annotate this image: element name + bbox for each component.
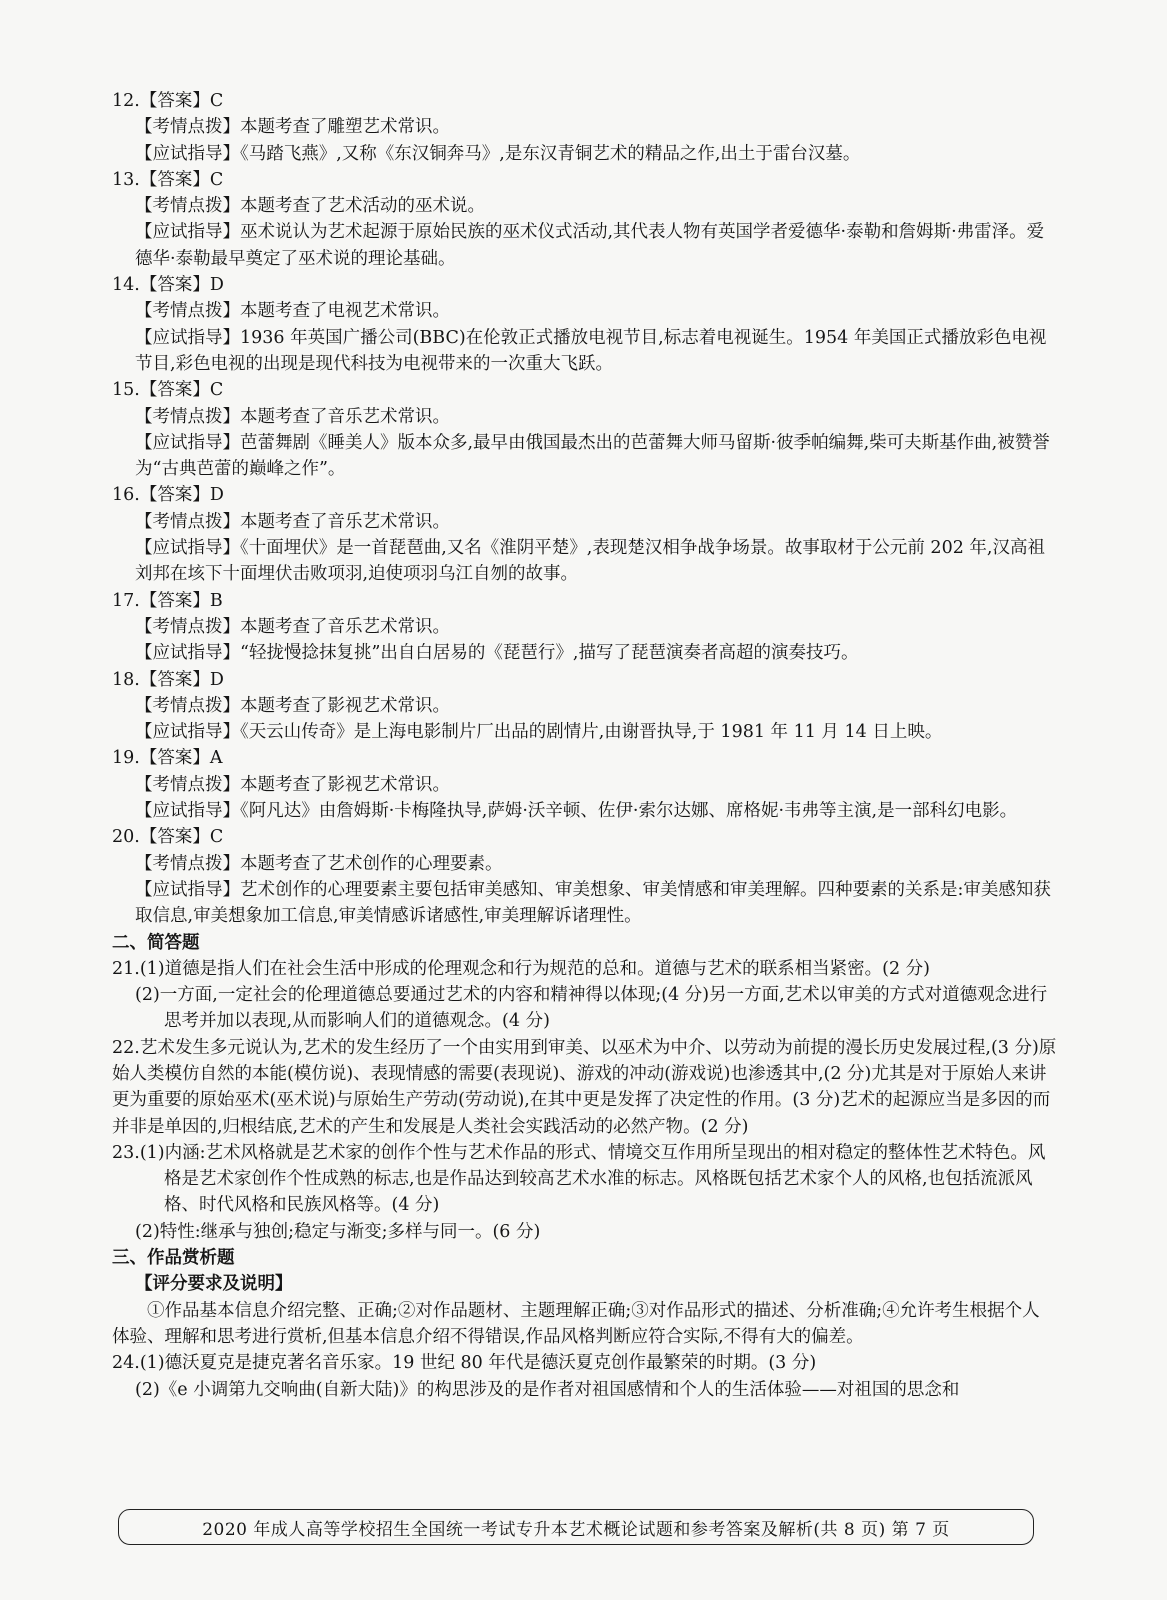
answer-item-17 [112, 588, 1057, 667]
answer-label: 【答案】C [139, 380, 224, 401]
answer-label: 【答案】C [139, 91, 224, 111]
answer-label: 【答案】C [139, 827, 224, 848]
exam-point: 【考情点拨】本题考查了艺术创作的心理要素。 [135, 853, 503, 874]
q21-part2: (2)一方面,一定社会的伦理道德总要通过艺术的内容和精神得以体现;(4 分)另一方面,艺术以审美的方式对道德观念进行思考并加以表现,从而影响人们的道德观念。(4 分) [135, 985, 1048, 1032]
exam-guide: 【应试指导】艺术创作的心理要素主要包括审美感知、审美想象、审美情感和审美理解。四种要素的关系是:审美感知获取信息,审美想象加工信息,审美情感诉诸感性,审美理解诉诸理性。 [135, 879, 1051, 927]
question-number: 15. [112, 380, 140, 401]
exam-guide: 【应试指导】《十面埋伏》是一首琵琶曲,又名《淮阴平楚》,表现楚汉相争战争场景。故事取材于公元前 202 年,汉高祖刘邦在垓下十面埋伏击败项羽,迫使项羽乌江自刎的故事。 [135, 538, 1045, 585]
answer-line [112, 745, 1057, 771]
exam-point: 【考情点拨】本题考查了雕塑艺术常识。 [135, 117, 450, 138]
question-number: 19. [112, 748, 140, 769]
answer-item-13 [112, 167, 1057, 272]
question-number: 16. [112, 485, 140, 506]
answer-line [112, 272, 1057, 298]
criteria-text: ①作品基本信息介绍完整、正确;②对作品题材、主题理解正确;③对作品形式的描述、分析准确;④允许考生根据个人体验、理解和思考进行赏析,但基本信息介绍不得错误,作品风格判断应符合实际,不得有大的偏差。 [112, 1300, 1040, 1347]
question-number: 20. [112, 827, 140, 848]
question-number: 18. [112, 669, 140, 690]
section-title-short-answer: 二、简答题 [112, 932, 200, 953]
exam-guide: 【应试指导】巫术说认为艺术起源于原始民族的巫术仪式活动,其代表人物有英国学者爱德华·泰勒和詹姆斯·弗雷泽。爱德华·泰勒最早奠定了巫术说的理论基础。 [135, 222, 1045, 269]
answer-line [112, 588, 1057, 614]
answer-line [112, 377, 1057, 403]
answer-line [112, 824, 1057, 850]
answer-label: 【答案】D [139, 275, 224, 296]
exam-guide: 【应试指导】1936 年英国广播公司(BBC)在伦敦正式播放电视节目,标志着电视诞生。1954 年美国正式播放彩色电视节目,彩色电视的出现是现代科技为电视带来的一次重大飞跃。 [135, 327, 1047, 374]
q22-answer: 22.艺术发生多元说认为,艺术的发生经历了一个由实用到审美、以巫术为中介、以劳动为前提的漫长历史发展过程,(3 分)原始人类模仿自然的本能(模仿说)、表现情感的需要(表现说)、游戏的冲动(游戏说)也渗透其中,(2 分)尤其是对于原始人来讲更为重要的原始巫术(巫术说)与原始生产劳动(劳动说),在其中更是发挥了决定性的作用。(3 分)艺术的起源应当是多因的而并非是单因的,归根结底,艺术的产生和发展是人类社会实践活动的必然产物。(2 分) [112, 1037, 1057, 1137]
criteria-title: 【评分要求及说明】 [135, 1274, 293, 1295]
question-number: 12. [112, 91, 140, 111]
answer-content [112, 88, 1057, 1403]
answer-line [112, 88, 1057, 114]
q21-part1: 21.(1)道德是指人们在社会生活中形成的伦理观念和行为规范的总和。道德与艺术的联系相当紧密。(2 分) [112, 958, 930, 979]
q24-part2: (2)《e 小调第九交响曲(自新大陆)》的构思涉及的是作者对祖国感情和个人的生活体验——对祖国的思念和 [135, 1379, 960, 1400]
answer-item-19 [112, 745, 1057, 824]
answer-item-18 [112, 667, 1057, 746]
exam-point: 【考情点拨】本题考查了电视艺术常识。 [135, 301, 450, 322]
answer-label: 【答案】C [139, 169, 224, 190]
exam-guide: 【应试指导】《天云山传奇》是上海电影制片厂出品的剧情片,由谢晋执导,于 1981 年 11 月 14 日上映。 [135, 722, 943, 743]
exam-point: 【考情点拨】本题考查了音乐艺术常识。 [135, 616, 450, 637]
answer-label: 【答案】D [139, 669, 224, 690]
q24-part1: 24.(1)德沃夏克是捷克著名音乐家。19 世纪 80 年代是德沃夏克创作最繁荣的时期。(3 分) [112, 1353, 817, 1374]
answer-item-15 [112, 377, 1057, 482]
answer-item-12 [112, 88, 1057, 167]
answer-label: 【答案】B [139, 590, 223, 611]
exam-guide: 【应试指导】《马踏飞燕》,又称《东汉铜奔马》,是东汉青铜艺术的精品之作,出土于雷台汉墓。 [135, 143, 861, 164]
q23-part1: 23.(1)内涵:艺术风格就是艺术家的创作个性与艺术作品的形式、情境交互作用所呈现出的相对稳定的整体性艺术特色。风格是艺术家创作个性成熟的标志,也是作品达到较高艺术水准的标志。风格既包括艺术家个人的风格,也包括流派风格、时代风格和民族风格等。(4 分) [112, 1142, 1046, 1216]
section-title-appreciation: 三、作品赏析题 [112, 1248, 235, 1269]
answer-item-20 [112, 824, 1057, 929]
answer-label: 【答案】D [139, 485, 224, 506]
answer-line [112, 167, 1057, 193]
exam-point: 【考情点拨】本题考查了艺术活动的巫术说。 [135, 196, 485, 217]
answer-label: 【答案】A [139, 748, 223, 769]
page-footer [118, 1509, 1034, 1545]
exam-point: 【考情点拨】本题考查了影视艺术常识。 [135, 774, 450, 795]
exam-guide: 【应试指导】《阿凡达》由詹姆斯·卡梅隆执导,萨姆·沃辛顿、佐伊·索尔达娜、席格妮·韦弗等主演,是一部科幻电影。 [135, 801, 1018, 822]
exam-point: 【考情点拨】本题考查了音乐艺术常识。 [135, 511, 450, 532]
question-number: 14. [112, 275, 140, 296]
exam-guide: 【应试指导】“轻拢慢捻抹复挑”出自白居易的《琵琶行》,描写了琵琶演奏者高超的演奏技巧。 [135, 643, 859, 664]
exam-point: 【考情点拨】本题考查了影视艺术常识。 [135, 695, 450, 716]
exam-guide: 【应试指导】芭蕾舞剧《睡美人》版本众多,最早由俄国最杰出的芭蕾舞大师马留斯·彼季帕编舞,柴可夫斯基作曲,被赞誉为“古典芭蕾的巅峰之作”。 [135, 432, 1050, 480]
exam-point: 【考情点拨】本题考查了音乐艺术常识。 [135, 406, 450, 427]
q23-part2: (2)特性:继承与独创;稳定与渐变;多样与同一。(6 分) [135, 1221, 541, 1242]
answer-line [112, 482, 1057, 508]
answer-line [112, 667, 1057, 693]
question-number: 13. [112, 169, 140, 190]
footer-text: 2020 年成人高等学校招生全国统一考试专升本艺术概论试题和参考答案及解析(共 8 页) 第 7 页 [202, 1519, 950, 1540]
answer-item-16 [112, 482, 1057, 587]
answer-item-14 [112, 272, 1057, 377]
question-number: 17. [112, 590, 140, 611]
